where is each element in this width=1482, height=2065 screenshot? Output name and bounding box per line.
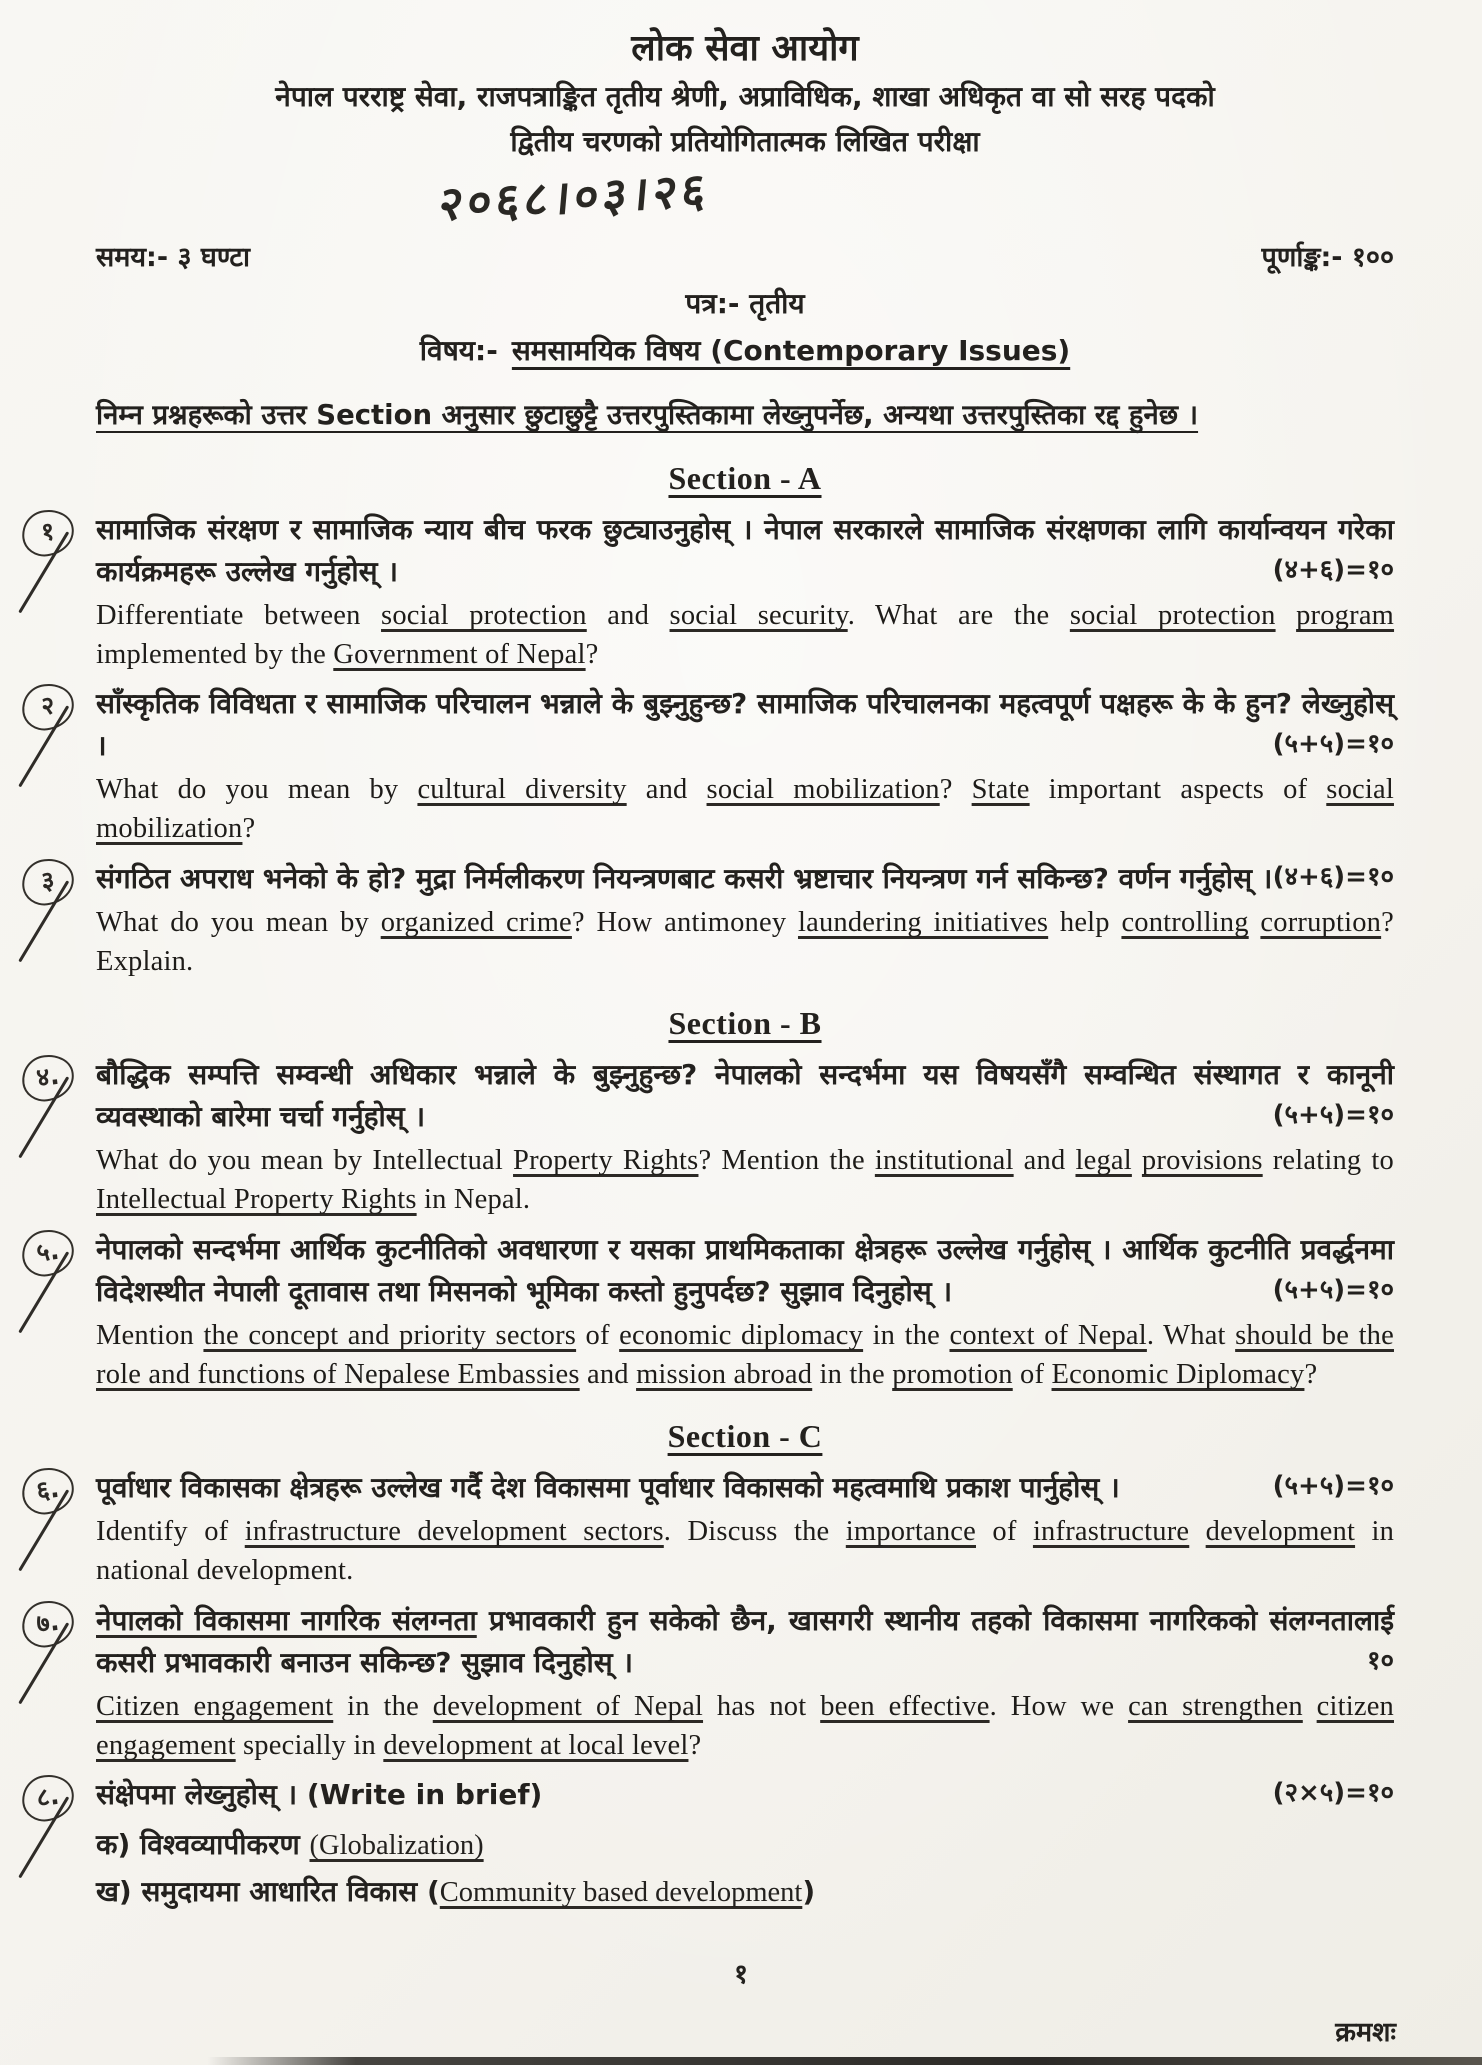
question-1-english: Differentiate between social protection and social security. What are the social protection program implemented by the Government of Nepal? (96, 599, 1395, 670)
question-7-marks: १० (1366, 1645, 1394, 1676)
hand-underline: infrastructure development sectors (244, 1516, 664, 1548)
hand-underline: social protection (381, 599, 587, 631)
hand-underline: social mobilization (96, 774, 1394, 845)
hand-underline: promotion (892, 1358, 1013, 1390)
handwritten-date: २०६८।०३।२६ (436, 162, 713, 232)
question-3-circle: ३ (19, 856, 76, 908)
question-2 (39, 683, 1394, 849)
hand-underline: economic diplomacy (619, 1319, 864, 1351)
question-4-number (22, 1055, 86, 1101)
page-number: १ (733, 1959, 749, 1990)
question-4-english: What do you mean by Intellectual Property Rights? Mention the institutional and legal provisions relating to Intellectual Property Rights in Nepal. (96, 1145, 1394, 1216)
hand-underline: mission abroad (636, 1358, 813, 1390)
question-8-marks: (२×५)=१० (1272, 1778, 1394, 1809)
question-1-nepali-text: सामाजिक संरक्षण र सामाजिक न्याय बीच फरक छुट्याउनुहोस् । नेपाल सरकारले सामाजिक संरक्षणका लागि कार्यान्वयन गरेका कार्यक्रमहरू उल्लेख गर्नुहोस् । (96, 512, 1394, 588)
question-8 (34, 1774, 1394, 1910)
question-2-nepali (96, 683, 1394, 767)
question-6-nepali-text: पूर्वाधार विकासका क्षेत्रहरू उल्लेख गर्दै देश विकासमा पूर्वाधार विकासको महत्वमाथि प्रकाश पार्नुहोस् । (96, 1471, 1120, 1505)
question-4-marks: (५+५)=१० (1272, 1100, 1394, 1131)
hand-underline: should be the (1235, 1319, 1394, 1351)
question-8-heading-text: संक्षेपमा लेख्नुहोस् । (Write in brief) (96, 1778, 543, 1812)
hand-underline: corruption (1260, 906, 1382, 938)
hand-underline: citizen engagement (96, 1690, 1394, 1761)
question-6-circle: ६. (19, 1465, 76, 1517)
question-7-nepali (96, 1600, 1394, 1684)
subject-line (96, 331, 1394, 369)
hand-underline: Intellectual Property Rights (96, 1184, 417, 1216)
question-7-number (22, 1601, 86, 1647)
subject-title: समसामयिक विषय (Contemporary Issues) (511, 333, 1071, 367)
section-c-title: Section - C (667, 1418, 823, 1455)
hand-underline: importance (845, 1516, 976, 1548)
paper-number: पत्र:- तृतीय (685, 286, 805, 320)
question-3-nepali (96, 858, 1394, 900)
question-7-circle: ७. (19, 1598, 76, 1650)
question-1-circle: १ (19, 507, 76, 559)
question-2-circle: २ (19, 681, 76, 733)
hand-underline: social mobilization (706, 774, 940, 806)
hand-underline: can strengthen (1128, 1690, 1303, 1722)
question-6-marks: (५+५)=१० (1272, 1471, 1394, 1502)
org-title: लोक सेवा आयोग (631, 28, 859, 69)
hand-underline: Community based development (439, 1877, 803, 1909)
question-1-number (22, 510, 86, 556)
question-6-english: Identify of infrastructure development sectors. Discuss the importance of infrastructure development in national development. (96, 1516, 1395, 1587)
hand-underline: social security (669, 599, 848, 631)
question-7 (34, 1600, 1394, 1766)
hand-underline: been effective (820, 1690, 990, 1722)
question-5-english: Mention the concept and priority sectors of economic diplomacy in the context of Nepal. What should be the role and functions of Nepalese Embassies and mission abroad in the promotion of Economic Diplomacy? (96, 1319, 1394, 1390)
question-6-nepali (96, 1467, 1394, 1509)
section-b-title: Section - B (668, 1005, 822, 1042)
hand-underline: State (971, 774, 1030, 806)
question-5-marks: (५+५)=१० (1272, 1274, 1394, 1305)
question-8-circle: ८. (19, 1772, 76, 1824)
question-6 (34, 1467, 1395, 1591)
hand-underline: the concept and priority sectors (203, 1319, 577, 1351)
question-1-nepali (96, 509, 1394, 593)
question-5-circle: ५. (19, 1227, 76, 1279)
hand-underline: controlling (1121, 906, 1249, 938)
hand-underline: Economic Diplomacy (1051, 1358, 1305, 1390)
hand-underline: नेपालको विकासमा नागरिक संलग्नता (96, 1603, 477, 1637)
question-8-item-b: ख) समुदायमा आधारित विकास (Community based development) (96, 1875, 816, 1909)
full-marks: पूर्णाङ्क:- १०० (1261, 241, 1394, 273)
question-4-circle: ४. (19, 1052, 76, 1104)
instruction-note: निम्न प्रश्नहरूको उत्तर Section अनुसार छुटाछुट्टै उत्तरपुस्तिकामा लेख्नुपर्नेछ, अन्यथा उत्तरपुस्तिका रद्द हुनेछ । (96, 398, 1199, 431)
question-3-nepali-text: संगठित अपराध भनेको के हो? मुद्रा निर्मलीकरण नियन्त्रणबाट कसरी भ्रष्टाचार नियन्त्रण गर्न सकिन्छ? वर्णन गर्नुहोस् । (96, 861, 1273, 895)
question-3-number (22, 859, 86, 905)
hand-underline: context of Nepal (949, 1319, 1147, 1351)
question-3-english: What do you mean by organized crime? How antimoney laundering initiatives help controlling corruption? Explain. (96, 906, 1394, 977)
question-4 (34, 1054, 1394, 1220)
hand-underline: development of Nepal (432, 1690, 704, 1722)
question-4-nepali-text: बौद्धिक सम्पत्ति सम्वन्धी अधिकार भन्नाले के बुझ्नुहुन्छ? नेपालको सन्दर्भमा यस विषयसँगै सम्वन्धित संस्थागत र कानूनी व्यवस्थाको बारेमा चर्चा गर्नुहोस् । (96, 1058, 1394, 1134)
hand-underline: (Globalization) (309, 1830, 484, 1862)
handwritten-date-row (96, 162, 1394, 232)
question-1 (39, 509, 1395, 675)
hand-underline: provisions (1141, 1145, 1263, 1177)
question-6-number (22, 1468, 86, 1514)
hand-underline: cultural diversity (417, 774, 627, 806)
question-7-english: Citizen engagement in the development of Nepal has not been effective. How we can strengthen citizen engagement specially in development at local level? (96, 1690, 1394, 1761)
question-5-number (22, 1230, 86, 1276)
question-2-english: What do you mean by cultural diversity and social mobilization? State important aspects of social mobilization? (96, 774, 1394, 845)
hand-underline: laundering initiatives (797, 906, 1049, 938)
question-4-nepali (96, 1054, 1394, 1138)
continued-note: क्रमशः (1335, 2017, 1396, 2048)
question-8-item-a: क) विश्वव्यापीकरण (Globalization) (96, 1828, 484, 1862)
section-a-title: Section - A (668, 459, 822, 496)
hand-underline: infrastructure (1032, 1516, 1190, 1548)
hand-underline: social protection (1069, 599, 1276, 631)
hand-underline: role and functions of Nepalese Embassies (96, 1358, 580, 1390)
scan-edge-artifact (0, 2057, 1482, 2065)
hand-underline: organized crime (380, 906, 572, 938)
hand-underline: Property Rights (513, 1145, 699, 1177)
question-8-heading (96, 1774, 1394, 1816)
hand-underline: development at local level (383, 1729, 689, 1761)
time-allowed: समय:- ३ घण्टा (96, 241, 250, 273)
question-2-marks: (५+५)=१० (1272, 729, 1394, 760)
question-8-number (22, 1775, 86, 1821)
exam-stage-line: द्वितीय चरणको प्रतियोगितात्मक लिखित परीक्षा (510, 124, 980, 158)
hand-underline: institutional (874, 1145, 1014, 1177)
question-3-marks: (४+६)=१० (1272, 861, 1394, 892)
hand-underline: legal (1075, 1145, 1132, 1177)
question-5 (34, 1229, 1394, 1395)
question-2-number (22, 684, 86, 730)
question-5-nepali (96, 1229, 1394, 1313)
hand-underline: program (1296, 599, 1395, 631)
service-line: नेपाल परराष्ट्र सेवा, राजपत्राङ्कित तृतीय श्रेणी, अप्राविधिक, शाखा अधिकृत वा सो सरह पदको (275, 80, 1215, 113)
hand-underline: Citizen engagement (96, 1690, 334, 1722)
hand-underline: development (1205, 1516, 1356, 1548)
question-1-marks: (४+६)=१० (1272, 554, 1394, 585)
subject-label: विषय:- (419, 333, 498, 367)
time-marks-row (96, 237, 1394, 274)
question-5-nepali-text: नेपालको सन्दर्भमा आर्थिक कुटनीतिको अवधारणा र यसका प्राथमिकताका क्षेत्रहरू उल्लेख गर्नुहोस् । आर्थिक कुटनीति प्रवर्द्धनमा विदेशस्थीत नेपाली दूतावास तथा मिसनको भूमिका कस्तो हुनुपर्दछ? सुझाव दिनुहोस् । (96, 1232, 1394, 1308)
question-7-nepali-text: नेपालको विकासमा नागरिक संलग्नता प्रभावकारी हुन सकेको छैन, खासगरी स्थानीय तहको विकासमा नागरिकको संलग्नतालाई कसरी प्रभावकारी बनाउन सकिन्छ? सुझाव दिनुहोस् । (96, 1603, 1394, 1679)
hand-underline: Government of Nepal (333, 638, 586, 670)
question-2-nepali-text: साँस्कृतिक विविधता र सामाजिक परिचालन भन्नाले के बुझ्नुहुन्छ? सामाजिक परिचालनका महत्वपूर्ण पक्षहरू के के हुन? लेख्नुहोस् । (96, 687, 1394, 763)
question-3 (39, 858, 1394, 982)
